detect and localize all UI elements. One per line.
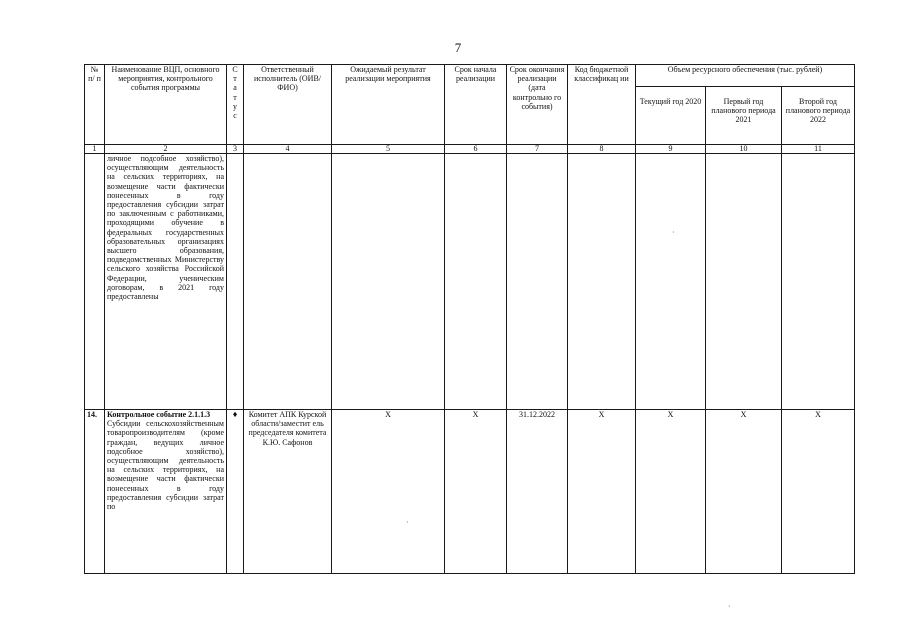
header-result: Ожидаемый результат реализации мероприятия: [332, 65, 445, 145]
row-cont-kbk: [568, 154, 636, 410]
header-2022: Второй год планового периода 2022: [782, 87, 855, 145]
scan-speck: ·: [728, 602, 731, 611]
row14-start: X: [445, 410, 507, 574]
row14-status: ♦: [227, 410, 244, 574]
header-start: Срок начала реализации: [445, 65, 507, 145]
header-2021: Первый год планового периода 2021: [706, 87, 782, 145]
table-row: [85, 410, 855, 574]
row-cont-2020: [636, 154, 706, 410]
col-number: 4: [244, 145, 332, 154]
row14-2020: X: [636, 410, 706, 574]
row14-executor: Комитет АПК Курской области/заместит ель председателя комитета К.Ю. Сафонов: [244, 410, 332, 574]
row14-name-cell: [105, 410, 227, 574]
header-executor: Ответственный исполнитель (ОИВ/ФИО): [244, 65, 332, 145]
col-number: 2: [105, 145, 227, 154]
header-status: С т а т у с: [227, 65, 244, 145]
col-number: 9: [636, 145, 706, 154]
scan-speck: ·: [672, 228, 675, 237]
row14-2022: X: [782, 410, 855, 574]
row-cont-2021: [706, 154, 782, 410]
row-cont-status: [227, 154, 244, 410]
col-number: 5: [332, 145, 445, 154]
row-cont-num: [85, 154, 105, 410]
col-number: 10: [706, 145, 782, 154]
row-cont-name: личное подсобное хозяйство), осуществляющим деятельность на сельских территориях, на возмещение части фактически понесенных в году предоставления субсидии затрат по заключенным с работниками, проходящими обучение в федеральных государственных образовательных организациях высшего образования, подведомственных Министерству сельского хозяйства Российской Федерации, ученическим договорам, в 2021 году предоставлены: [105, 154, 227, 410]
header-2020: Текущий год 2020: [636, 87, 706, 145]
col-number: 8: [568, 145, 636, 154]
row14-num: 14.: [85, 410, 105, 574]
col-number: 11: [782, 145, 855, 154]
table-row: [85, 154, 855, 410]
row14-end: 31.12.2022: [507, 410, 568, 574]
header-num: № п/ п: [85, 65, 105, 145]
col-number: 1: [85, 145, 105, 154]
col-number: 7: [507, 145, 568, 154]
row14-result: X: [332, 410, 445, 574]
header-funding: Объем ресурсного обеспечения (тыс. рублей): [636, 65, 855, 87]
row14-kbk: X: [568, 410, 636, 574]
page-number: 7: [454, 40, 462, 55]
program-table: [84, 64, 855, 574]
header-end: Срок окончания реализации (дата контрольно го события): [507, 65, 568, 145]
row-cont-result: [332, 154, 445, 410]
row-cont-start: [445, 154, 507, 410]
col-number: 3: [227, 145, 244, 154]
row-cont-2022: [782, 154, 855, 410]
row-cont-end: [507, 154, 568, 410]
column-number-row: [85, 145, 855, 154]
row14-title: Контрольное событие 2.1.1.3: [107, 410, 211, 419]
header-kbk: Код бюджетной классификац ии: [568, 65, 636, 145]
col-number: 6: [445, 145, 507, 154]
row-cont-executor: [244, 154, 332, 410]
scan-speck: ·: [406, 518, 409, 527]
row14-2021: X: [706, 410, 782, 574]
row14-name: Субсидии сельскохозяйственным товаропроизводителям (кроме граждан, ведущих личное подсобное хозяйство), осуществляющим деятельность на сельских территориях, на возмещение части фактически понесенных в году предоставления субсидии затрат по: [107, 419, 224, 512]
header-name: Наименование ВЦП, основного мероприятия, контрольного события программы: [105, 65, 227, 145]
